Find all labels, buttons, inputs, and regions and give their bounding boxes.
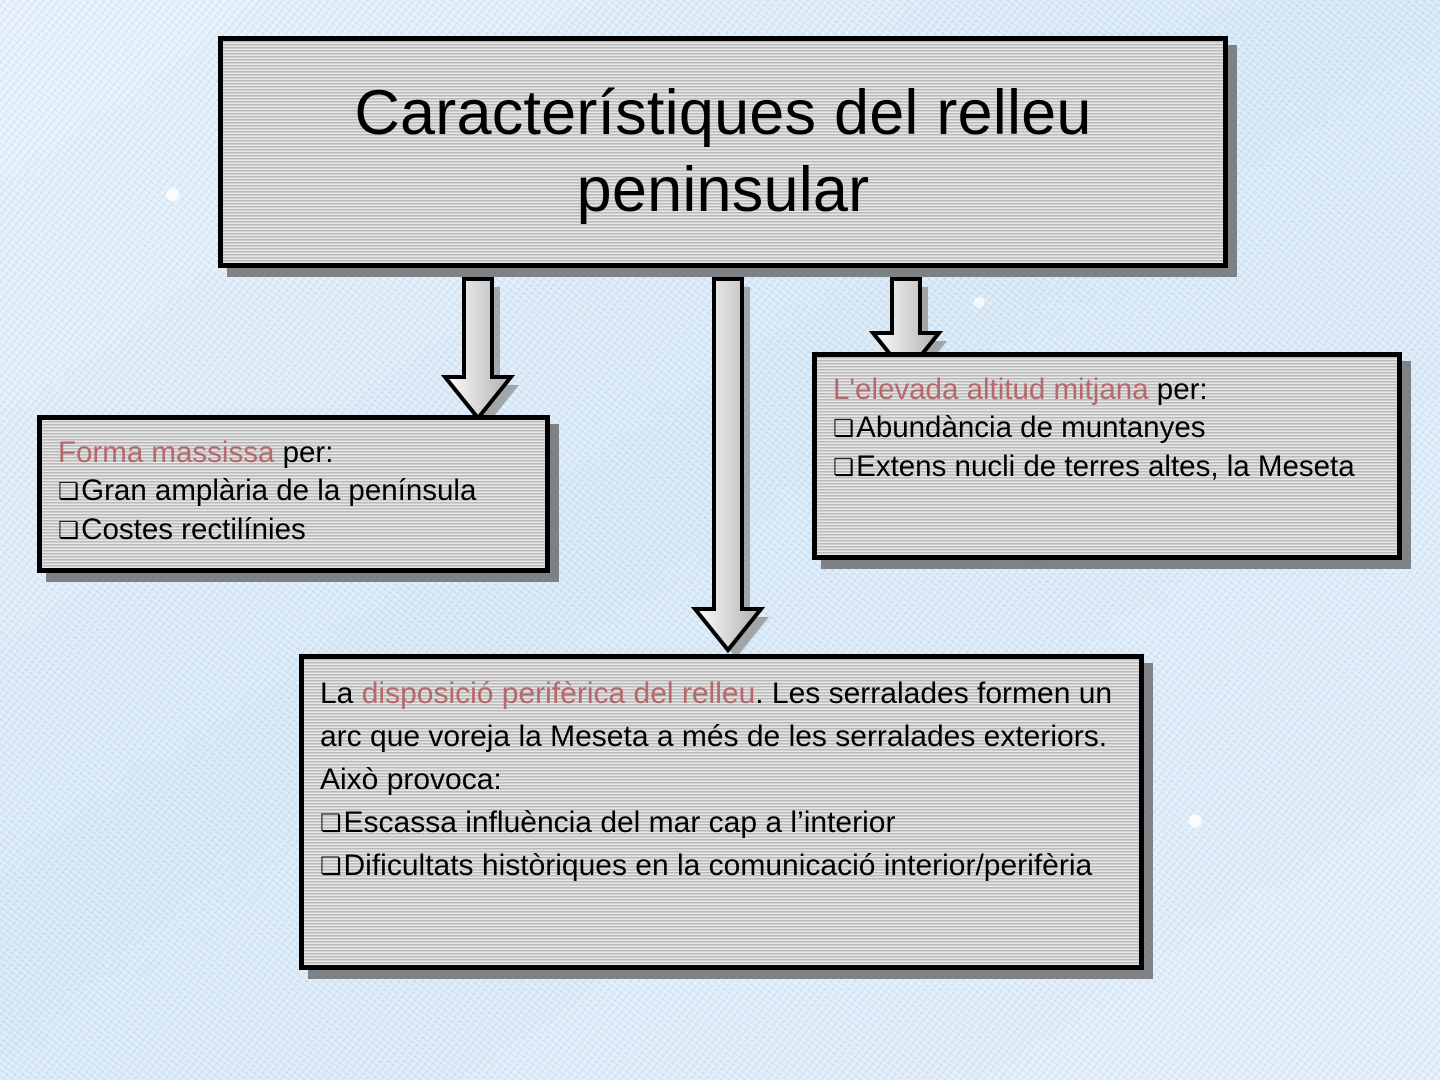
box-forma-bullet-1: ❏ Gran amplària de la península <box>58 472 529 510</box>
box-disposicio-bullet-1: ❏ Escassa influència del mar cap a l’interior <box>320 802 1123 845</box>
box-disposicio-lead-accent: disposició perifèrica del relleu <box>361 677 756 710</box>
box-disposicio-lead-after: . Les serralades formen un arc que voreja la Meseta a més de les serralades exteriors. Això provoca: <box>320 677 1113 796</box>
page-title: Característiques del relleu peninsular <box>354 78 1092 225</box>
box-forma-heading-accent: Forma massissa <box>58 436 275 469</box>
box-altitud-heading-rest: per: <box>1148 373 1208 406</box>
title-box <box>218 36 1228 268</box>
box-altitud-heading-accent: L'elevada altitud mitjana <box>833 373 1149 406</box>
box-disposicio-periferica <box>299 654 1144 970</box>
box-altitud-heading <box>833 371 1381 409</box>
box-forma-heading <box>58 434 529 472</box>
box-altitud-bullet-1: ❏ Abundància de muntanyes <box>833 409 1381 447</box>
box-disposicio-lead-before: La <box>320 677 362 710</box>
arrow-to-forma-icon <box>438 272 558 432</box>
box-forma-massissa <box>37 415 550 573</box>
box-altitud-mitjana <box>812 352 1402 560</box>
box-forma-heading-rest: per: <box>274 436 334 469</box>
arrow-to-disposicio-icon <box>688 272 808 662</box>
box-disposicio-lead <box>320 673 1123 802</box>
box-disposicio-bullet-2: ❏ Dificultats històriques en la comunicació interior/perifèria <box>320 845 1123 888</box>
box-altitud-bullet-2: ❏ Extens nucli de terres altes, la Meseta <box>833 448 1381 486</box>
box-forma-bullet-2: ❏ Costes rectilínies <box>58 511 529 549</box>
